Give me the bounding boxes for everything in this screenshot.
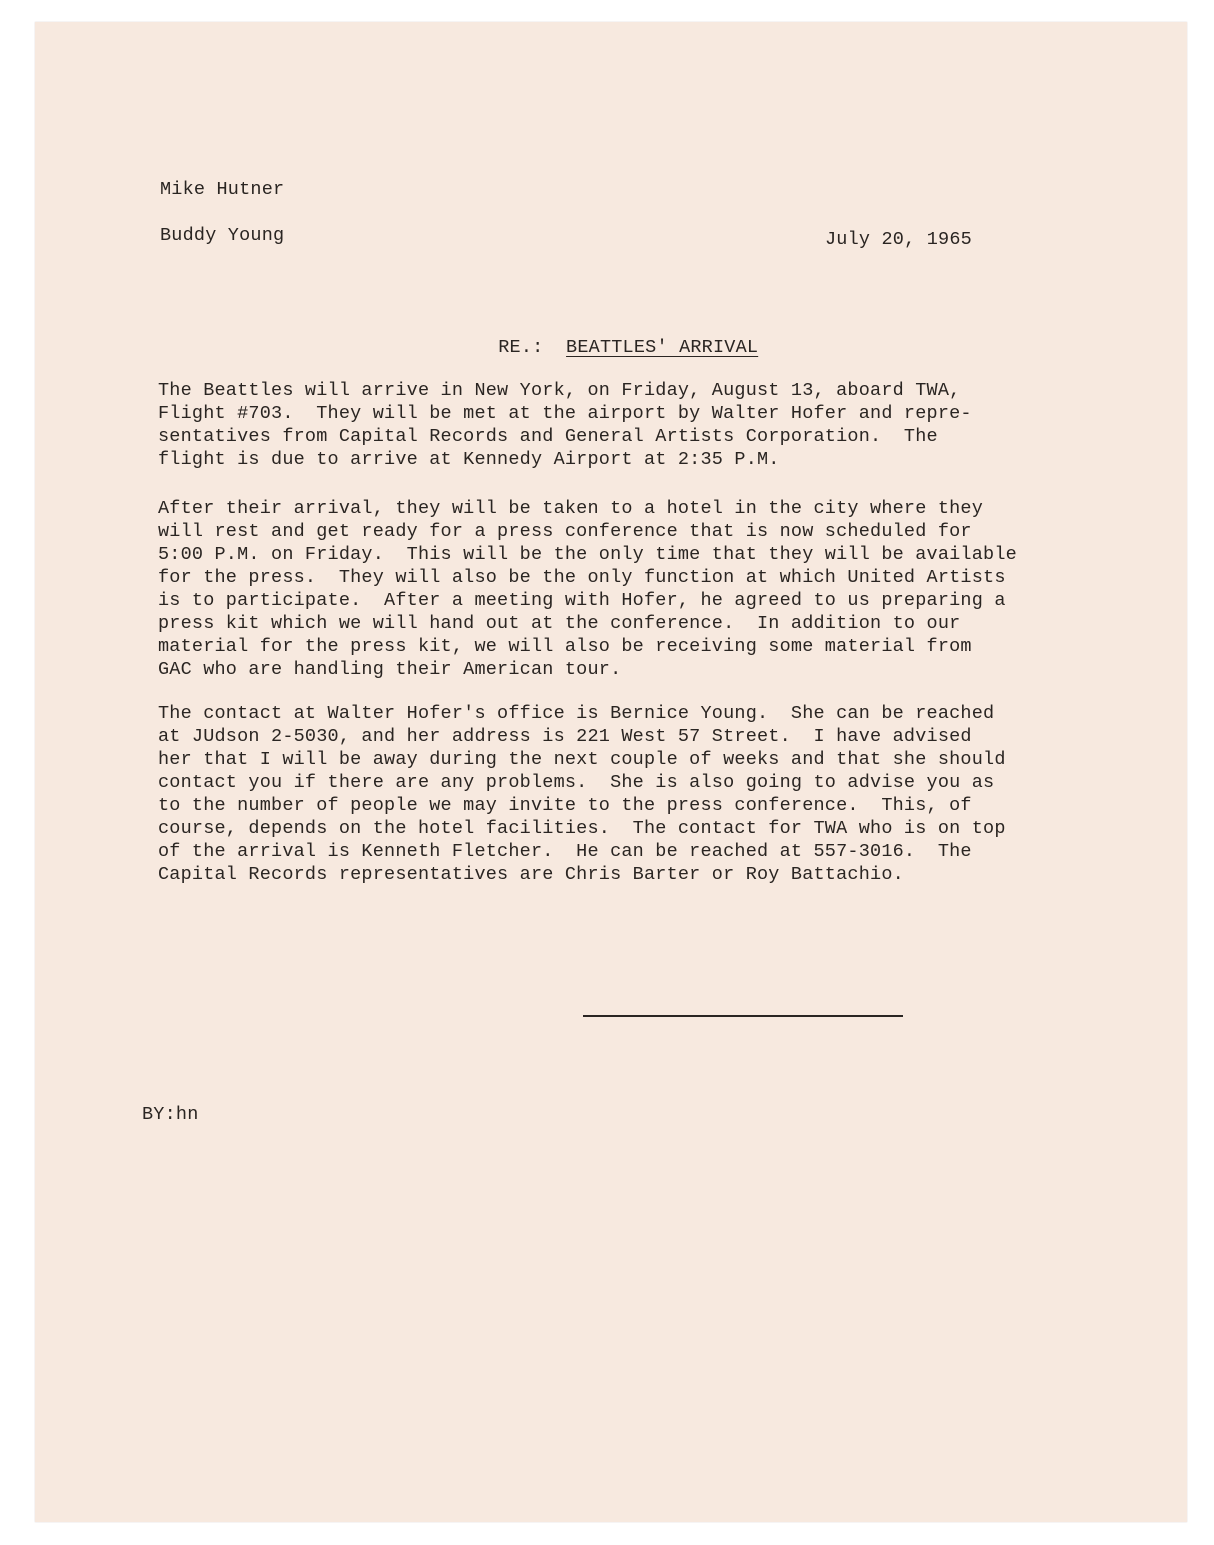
typist-initials: BY:hn xyxy=(142,1104,199,1125)
memo-to: Mike Hutner xyxy=(160,179,285,200)
memo-date: July 20, 1965 xyxy=(825,229,972,250)
paragraph-line: sentatives from Capital Records and General Artists Corporation. The xyxy=(158,426,938,447)
subject-text: BEATTLES' ARRIVAL xyxy=(566,337,759,358)
paragraph-press-conference xyxy=(158,497,1017,681)
subject-label: RE.: xyxy=(498,337,544,358)
paragraph-line: to the number of people we may invite to the press conference. This, of xyxy=(158,795,972,816)
paragraph-line: material for the press kit, we will also be receiving some material from xyxy=(158,636,972,657)
paragraph-line: of the arrival is Kenneth Fletcher. He can be reached at 557-3016. The xyxy=(158,841,972,862)
signature-line xyxy=(583,1015,903,1017)
paragraph-line: After their arrival, they will be taken to a hotel in the city where they xyxy=(158,498,984,519)
paragraph-arrival xyxy=(158,379,972,471)
memo-sheet xyxy=(35,22,1187,1522)
paragraph-line: Capital Records representatives are Chris Barter or Roy Battachio. xyxy=(158,864,904,885)
paragraph-line: will rest and get ready for a press conference that is now scheduled for xyxy=(158,521,972,542)
paragraph-line: flight is due to arrive at Kennedy Airport at 2:35 P.M. xyxy=(158,449,780,470)
paragraph-line: is to participate. After a meeting with Hofer, he agreed to us preparing a xyxy=(158,590,1006,611)
memo-subject xyxy=(453,316,758,379)
paragraph-contacts xyxy=(158,702,1006,886)
paragraph-line: Flight #703. They will be met at the airport by Walter Hofer and repre- xyxy=(158,403,972,424)
paragraph-line: The contact at Walter Hofer's office is Bernice Young. She can be reached xyxy=(158,703,995,724)
paragraph-line: press kit which we will hand out at the conference. In addition to our xyxy=(158,613,961,634)
paragraph-line: 5:00 P.M. on Friday. This will be the only time that they will be available xyxy=(158,544,1017,565)
paragraph-line: GAC who are handling their American tour. xyxy=(158,659,622,680)
paragraph-line: course, depends on the hotel facilities. The contact for TWA who is on top xyxy=(158,818,1006,839)
paragraph-line: at JUdson 2-5030, and her address is 221 West 57 Street. I have advised xyxy=(158,726,972,747)
paragraph-line: contact you if there are any problems. She is also going to advise you as xyxy=(158,772,995,793)
paragraph-line: The Beattles will arrive in New York, on Friday, August 13, aboard TWA, xyxy=(158,380,961,401)
paragraph-line: for the press. They will also be the only function at which United Artists xyxy=(158,567,1006,588)
memo-from: Buddy Young xyxy=(160,225,285,246)
paragraph-line: her that I will be away during the next couple of weeks and that she should xyxy=(158,749,1006,770)
